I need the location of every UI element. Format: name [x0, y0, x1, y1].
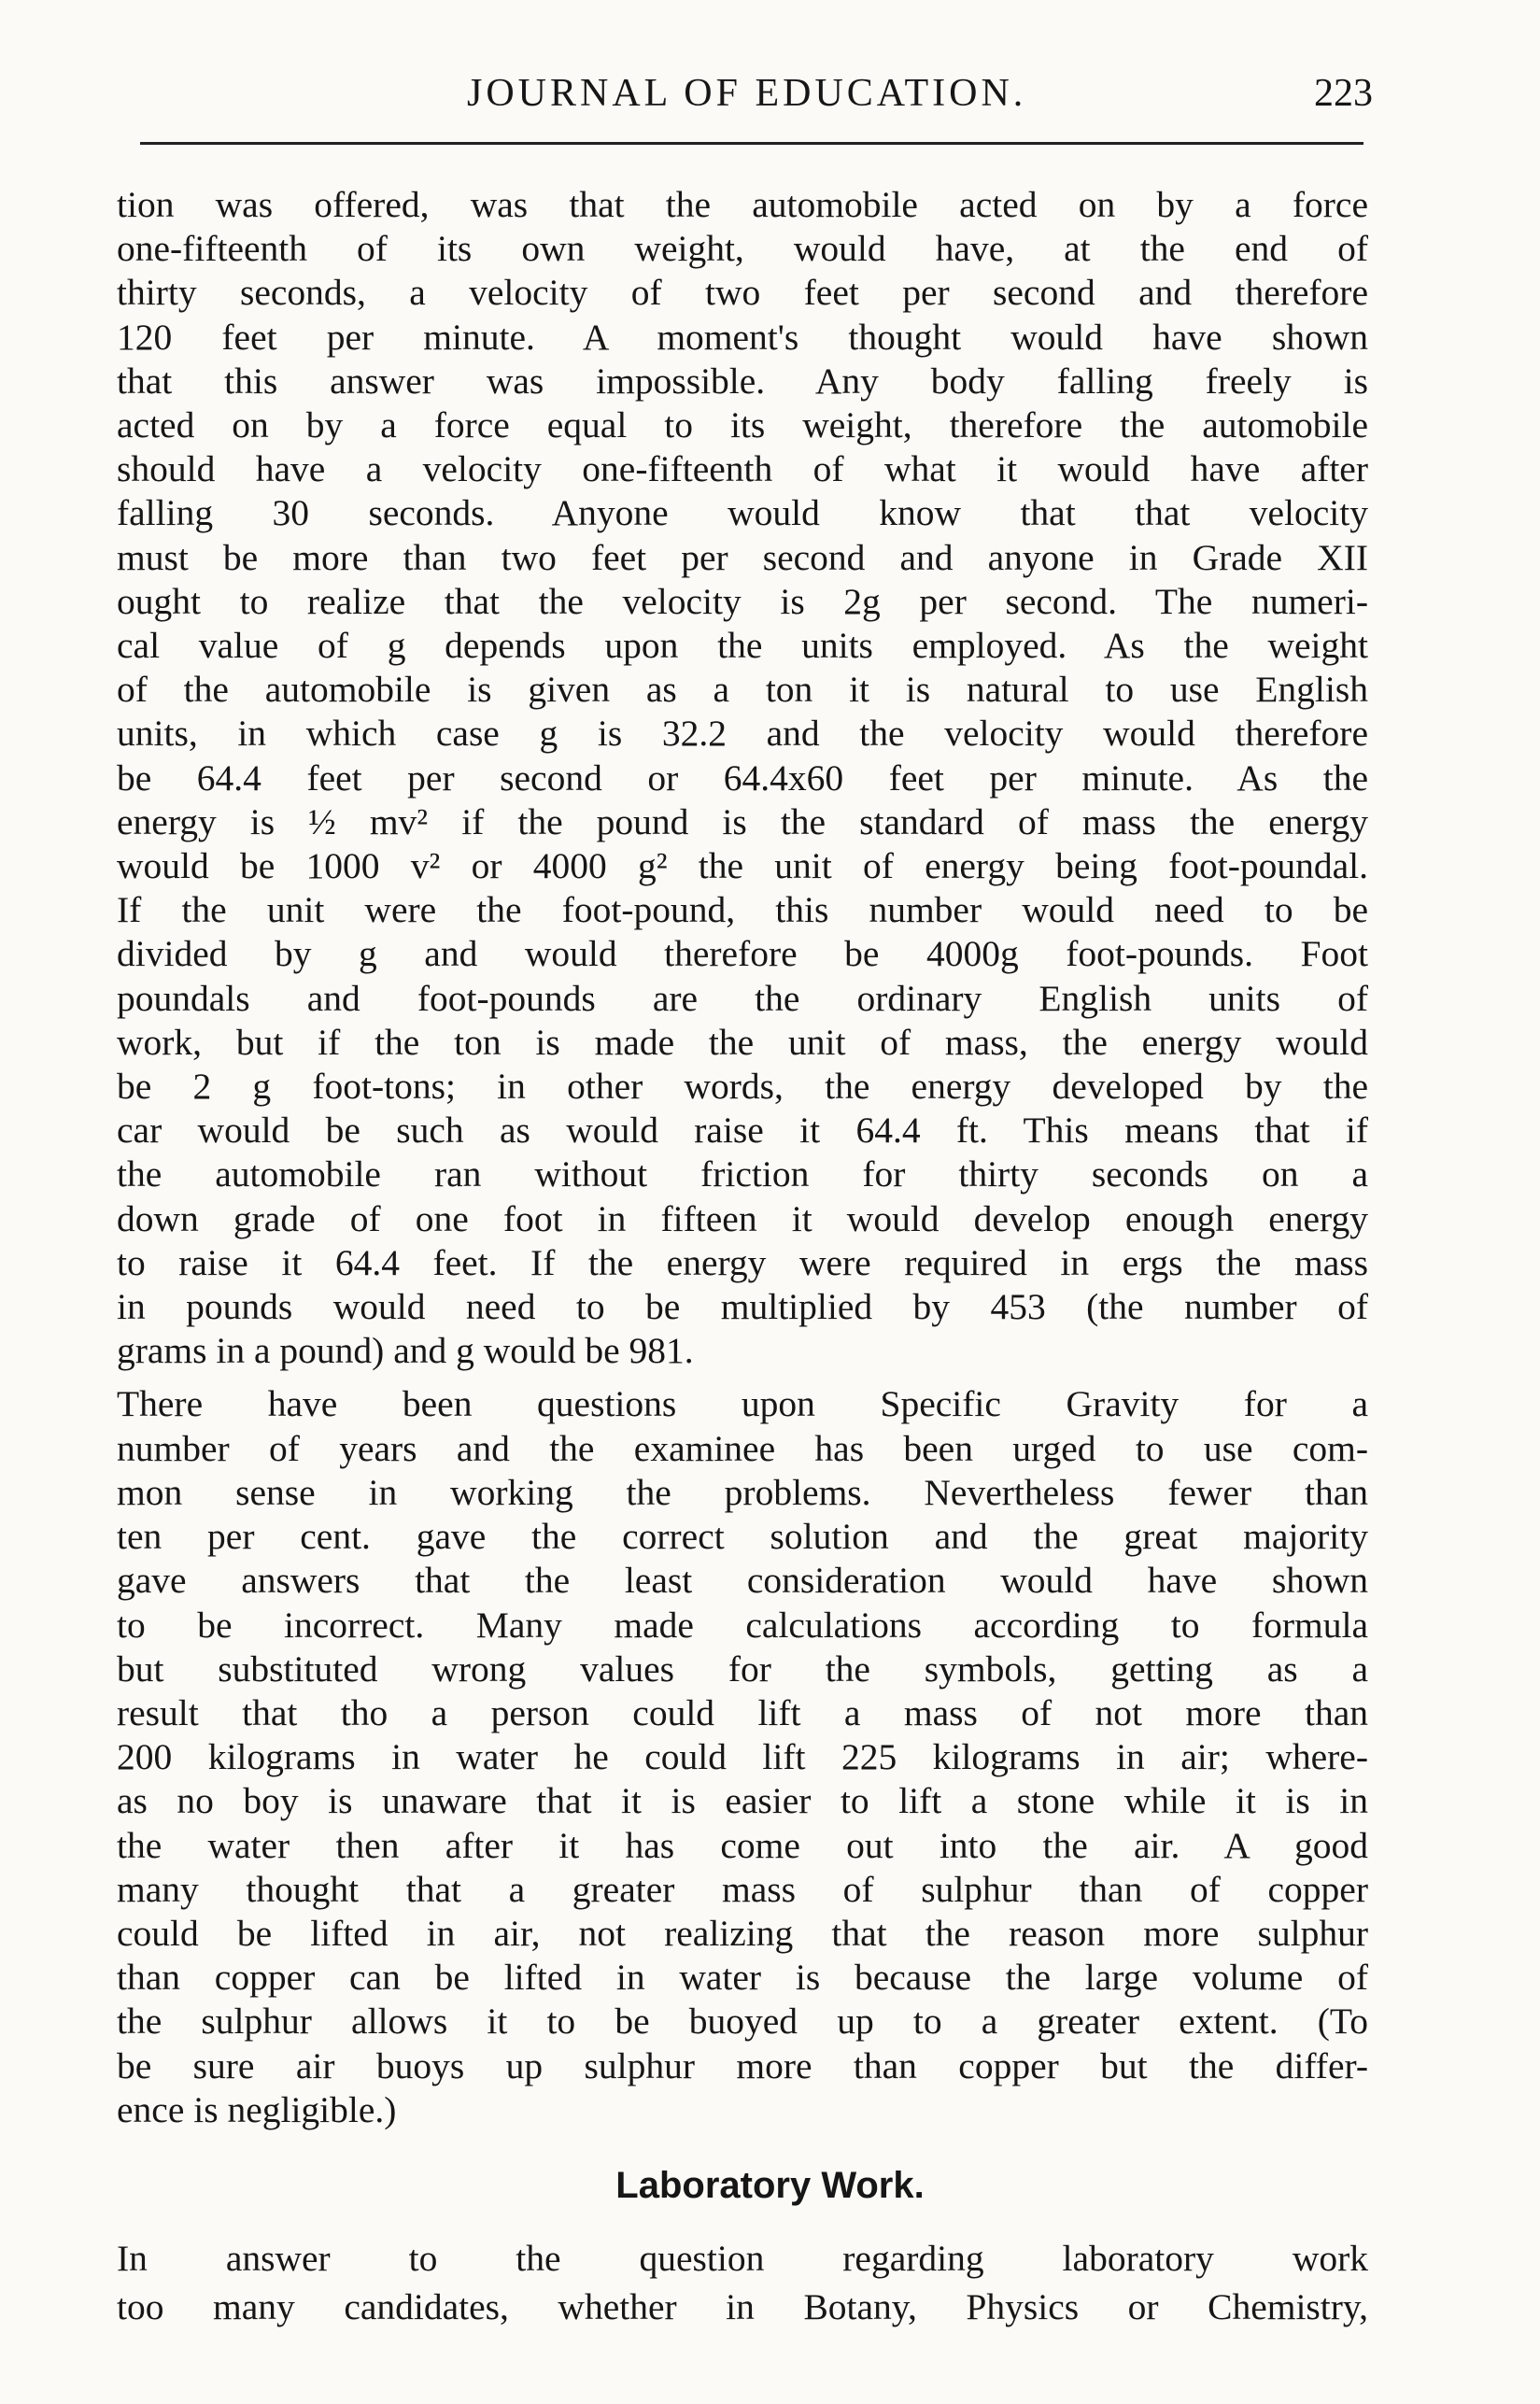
text-line: be 64.4 feet per second or 64.4x60 feet per minute. As the: [117, 757, 1368, 799]
text-line: be sure air buoys up sulphur more than copper but the differ-: [117, 2044, 1368, 2086]
paragraph-specific-gravity: [117, 1382, 1368, 2131]
text-line: could be lifted in air, not realizing that the reason more sulphur: [117, 1912, 1368, 1954]
text-line: the automobile ran without friction for thirty seconds on a: [117, 1153, 1368, 1195]
text-line: There have been questions upon Specific Gravity for a: [117, 1383, 1368, 1425]
text-line: In answer to the question regarding laboratory work: [117, 2238, 1368, 2279]
text-line: but substituted wrong values for the symbols, getting as a: [117, 1647, 1368, 1690]
text-line: ence is negligible.): [117, 2088, 397, 2130]
text-line: car would be such as would raise it 64.4 ft. This means that if: [117, 1110, 1368, 1152]
text-line: many thought that a greater mass of sulphur than of copper: [117, 1868, 1368, 1910]
text-line: would be 1000 v² or 4000 g² the unit of energy being foot-poundal.: [117, 845, 1368, 887]
journal-title: JOURNAL OF EDUCATION.: [467, 72, 1027, 115]
header-rule: [140, 142, 1363, 145]
text-line: If the unit were the foot-pound, this number would need to be: [117, 889, 1368, 931]
text-line: poundals and foot-pounds are the ordinary English units of: [117, 977, 1368, 1019]
text-line: too many candidates, whether in Botany, Physics or Chemistry,: [117, 2286, 1368, 2327]
text-line: that this answer was impossible. Any body falling freely is: [117, 360, 1368, 402]
text-line: number of years and the examinee has been urged to use com-: [117, 1427, 1368, 1469]
text-line: tion was offered, was that the automobile acted on by a force: [117, 184, 1368, 225]
text-line: to be incorrect. Many made calculations according to formula: [117, 1604, 1368, 1646]
text-line: cal value of g depends upon the units employed. As the weight: [117, 625, 1368, 667]
text-line: 200 kilograms in water he could lift 225 kilograms in air; where-: [117, 1736, 1368, 1778]
text-line: energy is ½ mv² if the pound is the standard of mass the energy: [117, 800, 1368, 842]
text-line: grams in a pound) and g would be 981.: [117, 1330, 694, 1372]
text-line: gave answers that the least consideration would have shown: [117, 1560, 1368, 1602]
text-line: work, but if the ton is made the unit of mass, the energy would: [117, 1021, 1368, 1063]
paragraph-automobile-energy: [117, 183, 1368, 1373]
text-line: as no boy is unaware that it is easier to lift a stone while it is in: [117, 1780, 1368, 1822]
text-line: falling 30 seconds. Anyone would know that that velocity: [117, 492, 1368, 534]
text-line: the sulphur allows it to be buoyed up to a greater extent. (To: [117, 2001, 1368, 2043]
text-line: should have a velocity one-fifteenth of what it would have after: [117, 448, 1368, 490]
text-line: the water then after it has come out into the air. A good: [117, 1824, 1368, 1866]
text-line: thirty seconds, a velocity of two feet per second and therefore: [117, 272, 1368, 314]
page-number: 223: [1314, 72, 1373, 115]
text-line: result that tho a person could lift a mass of not more than: [117, 1691, 1368, 1733]
text-line: one-fifteenth of its own weight, would have, at the end of: [117, 228, 1368, 270]
text-line: be 2 g foot-tons; in other words, the energy developed by the: [117, 1066, 1368, 1108]
body-text: [117, 183, 1368, 2132]
section-heading: Laboratory Work.: [615, 2165, 925, 2206]
text-line: acted on by a force equal to its weight, therefore the automobile: [117, 404, 1368, 446]
text-line: than copper can be lifted in water is because the large volume of: [117, 1957, 1368, 1999]
text-line: ten per cent. gave the correct solution and the great majority: [117, 1516, 1368, 1558]
running-header: [121, 71, 1373, 127]
text-line: divided by g and would therefore be 4000g foot-pounds. Foot: [117, 933, 1368, 975]
text-line: ought to realize that the velocity is 2g per second. The numeri-: [117, 580, 1368, 622]
text-line: mon sense in working the problems. Nevertheless fewer than: [117, 1471, 1368, 1513]
text-line: must be more than two feet per second and anyone in Grade XII: [117, 536, 1368, 578]
paragraph-gap: [117, 1373, 1368, 1382]
text-line: units, in which case g is 32.2 and the velocity would therefore: [117, 713, 1368, 755]
text-line: down grade of one foot in fifteen it would develop enough energy: [117, 1197, 1368, 1239]
closing-paragraph: [117, 2234, 1368, 2331]
text-line: of the automobile is given as a ton it is natural to use English: [117, 669, 1368, 711]
text-line: to raise it 64.4 feet. If the energy were required in ergs the mass: [117, 1241, 1368, 1283]
text-line: in pounds would need to be multiplied by 453 (the number of: [117, 1286, 1368, 1328]
text-line: 120 feet per minute. A moment's thought would have shown: [117, 316, 1368, 358]
